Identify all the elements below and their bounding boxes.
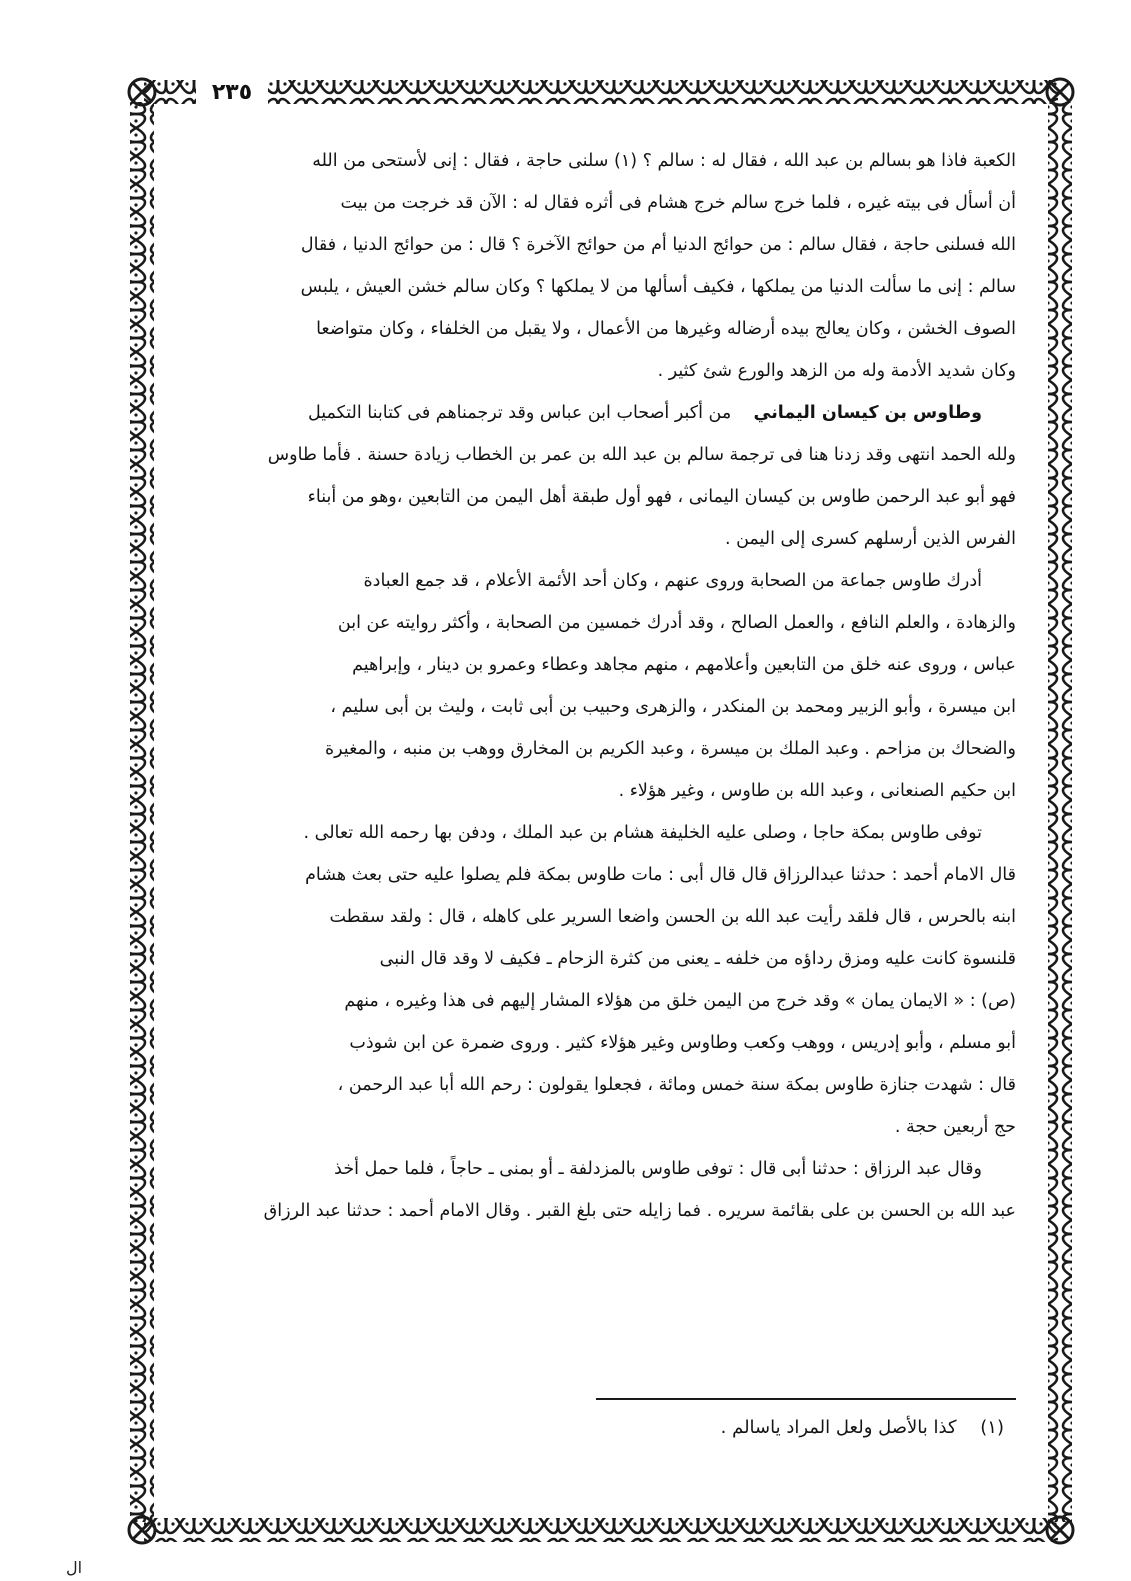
text-line: الفرس الذين أرسلهم كسرى إلى اليمن . xyxy=(724,529,1016,549)
footnote-text: كذا بالأصل ولعل المراد ياسالم . xyxy=(720,1417,957,1438)
footnote-divider xyxy=(596,1398,1016,1400)
text-line: قال الامام أحمد : حدثنا عبدالرزاق قال قال أبى : مات طاوس بمكة فلم يصلوا عليه حتى بعث هشام xyxy=(305,865,1016,885)
text-line xyxy=(198,392,1016,434)
text-line: ابن ميسرة ، وأبو الزبير ومحمد بن المنكدر ، والزهرى وحبيب بن أبى ثابت ، وليث بن أبى سليم ، xyxy=(330,697,1016,717)
text-line: أدرك طاوس جماعة من الصحابة وروى عنهم ، وكان أحد الأئمة الأعلام ، قد جمع العبادة xyxy=(363,571,982,591)
text-line: الكعبة فاذا هو بسالم بن عبد الله ، فقال له : سالم ؟ (١) سلنى حاجة ، فقال : إنى لأستحى من الله xyxy=(312,151,1016,171)
text-line: عباس ، وروى عنه خلق من التابعين وأعلامهم ، منهم مجاهد وعطاء وعمرو بن دينار ، وإبراهيم xyxy=(352,655,1016,675)
text-line: وقال عبد الرزاق : حدثنا أبى قال : توفى طاوس بالمزدلفة ـ أو بمنى ـ حاجاً ، فلما حمل أخذ xyxy=(334,1159,982,1179)
text-line: عبد الله بن الحسن بن على بقائمة سريره . فما زايله حتى بلغ القبر . وقال الامام أحمد : حدثنا عبد الرزاق xyxy=(263,1201,1016,1221)
text-line: قلنسوة كانت عليه ومزق رداؤه من خلفه ـ يعنى من كثرة الزحام ـ فكيف لا وقد قال النبى xyxy=(379,949,1016,969)
text-line: توفى طاوس بمكة حاجا ، وصلى عليه الخليفة هشام بن عبد الملك ، ودفن بها رحمه الله تعالى . xyxy=(303,823,982,843)
text-line: حج أربعين حجة . xyxy=(894,1117,1016,1137)
text-line: ابن حكيم الصنعانى ، وعبد الله بن طاوس ، وغير هؤلاء . xyxy=(618,781,1016,801)
main-text xyxy=(198,140,1016,1232)
text-line: أبو مسلم ، وأبو إدريس ، ووهب وكعب وطاوس وغير هؤلاء كثير . وروى ضمرة عن ابن شوذب xyxy=(349,1033,1016,1053)
footnote-marker: (١) xyxy=(980,1417,1004,1438)
text-line: ولله الحمد انتهى وقد زدنا هنا فى ترجمة سالم بن عبد الله بن عمر بن الخطاب زيادة حسنة . فأما طاوس xyxy=(267,445,1016,465)
text-line: والضحاك بن مزاحم . وعبد الملك بن ميسرة ، وعبد الكريم بن المخارق ووهب بن منبه ، والمغيرة xyxy=(324,739,1016,759)
page-number: ٢٣٥ xyxy=(196,78,268,108)
text-line: ابنه بالحرس ، قال فلقد رأيت عبد الله بن الحسن واضعا السرير على كاهله ، قال : ولقد سقطت xyxy=(329,907,1016,927)
text-line: الله فسلنى حاجة ، فقال سالم : من حوائج الدنيا أم من حوائج الآخرة ؟ قال : من حوائج الدنيا ، فقال xyxy=(300,235,1016,255)
text-line: فهو أبو عبد الرحمن طاوس بن كيسان اليمانى ، فهو أول طبقة أهل اليمن من التابعين ،وهو من أبناء xyxy=(307,487,1016,507)
text-line: قال : شهدت جنازة طاوس بمكة سنة خمس ومائة ، فجعلوا يقولون : رحم الله أبا عبد الرحمن ، xyxy=(337,1075,1016,1095)
text-line: والزهادة ، والعلم النافع ، والعمل الصالح ، وقد أدرك خمسين من الصحابة ، وأكثر روايته عن ابن xyxy=(337,613,1016,633)
text-line: الصوف الخشن ، وكان يعالج بيده أرضاله وغيرها من الأعمال ، ولا يقبل من الخلفاء ، وكان متواضعا xyxy=(316,319,1016,339)
text-line: سالم : إنى ما سألت الدنيا من يملكها ، فكيف أسألها من لا يملكها ؟ وكان سالم خشن العيش ، يلبس xyxy=(300,277,1016,297)
text-line: وكان شديد الأدمة وله من الزهد والورع شئ كثير . xyxy=(657,361,1016,381)
heading-continuation: من أكبر أصحاب ابن عباس وقد ترجمناهم فى كتابنا التكميل xyxy=(307,403,732,423)
text-line: (ص) : « الايمان يمان » وقد خرج من اليمن خلق من هؤلاء المشار إليهم فى هذا وغيره ، منهم xyxy=(344,991,1016,1011)
person-heading: وطاوس بن كيسان اليماني xyxy=(753,403,982,423)
text-line: أن أسأل فى بيته غيره ، فلما خرج سالم خرج هشام فى أثره فقال له : الآن قد خرجت من بيت xyxy=(340,193,1016,213)
scan-artifact-text: ال xyxy=(66,1558,83,1577)
footnote xyxy=(520,1410,1004,1446)
